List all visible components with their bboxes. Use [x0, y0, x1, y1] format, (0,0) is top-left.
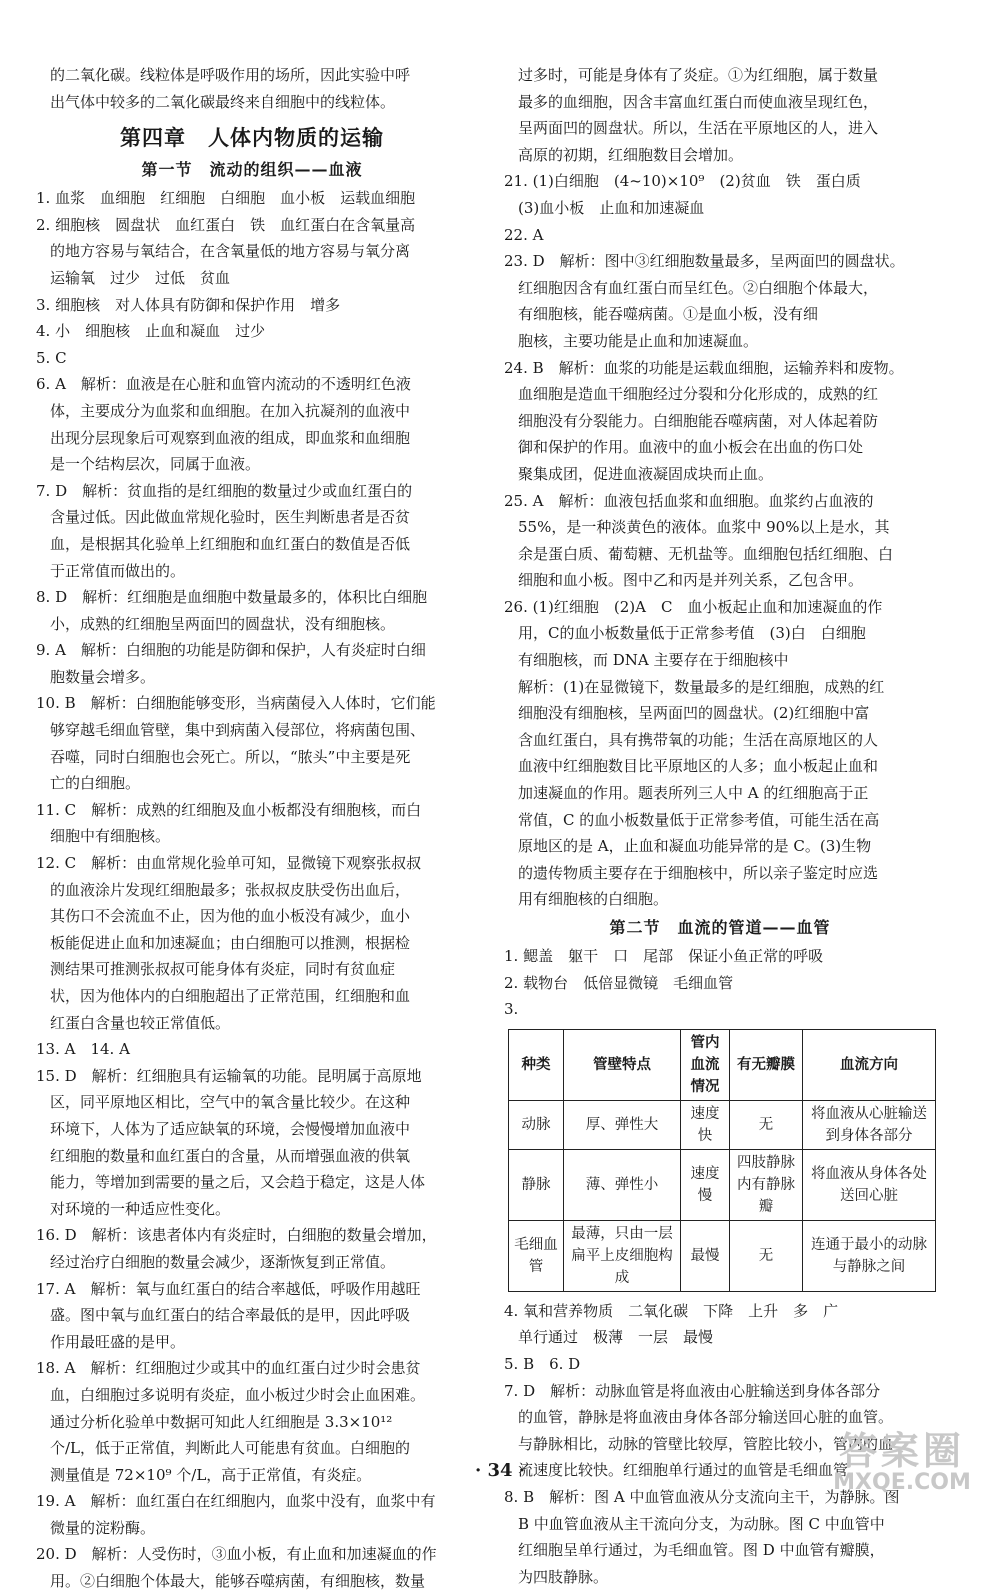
answer-line: 是一个结构层次，同属于血液。	[50, 455, 261, 474]
table-cell: 无	[730, 1100, 803, 1149]
table-row	[509, 1149, 936, 1220]
table-header-row	[509, 1029, 936, 1100]
watermark-text: 答案圈	[838, 1429, 965, 1473]
answer-line: 8. B 解析：图 A 中血管血液从分支流向主干，为静脉。图	[504, 1487, 900, 1506]
table-cell: 四肢静脉内有静脉瓣	[730, 1149, 803, 1220]
answer-line: 微量的淀粉酶。	[50, 1518, 156, 1537]
table-cell: 最慢	[681, 1220, 730, 1291]
table-cell: 毛细血管	[509, 1220, 564, 1291]
answer-line: 1. 血浆 血细胞 红细胞 白细胞 血小板 运载血细胞	[36, 189, 416, 208]
answer-line: 聚集成团，促进血液凝固成块而止血。	[518, 464, 774, 483]
answer-line: 小，成熟的红细胞呈两面凹的圆盘状，没有细胞核。	[50, 614, 396, 633]
answer-line: 用有细胞核的白细胞。	[518, 890, 669, 909]
table-cell: 无	[730, 1220, 803, 1291]
answer-line: 运输氧 过少 过低 贫血	[50, 268, 231, 287]
answer-line: 3. 细胞核 对人体具有防御和保护作用 增多	[36, 295, 341, 314]
answer-line: 21. (1)白细胞 (4~10)×10⁹ (2)贫血 铁 蛋白质	[504, 172, 861, 191]
left-intro	[36, 62, 468, 115]
left-answers	[36, 185, 468, 1594]
answer-line: 含血红蛋白，具有携带氧的功能；生活在高原地区的人	[518, 730, 879, 749]
answer-line: 红细胞呈单行通过，为毛细血管。图 D 中血管有瓣膜，	[518, 1541, 885, 1560]
answer-line: 7. D 解析：动脉血管是将血液由心脏输送到身体各部分	[504, 1381, 881, 1400]
answer-line: 血细胞是造血干细胞经过分裂和分化形成的，成熟的红	[518, 385, 879, 404]
answer-line: 含量过低。因此做血常规化验时，医生判断患者是否贫	[50, 508, 411, 527]
left-column	[36, 62, 468, 1595]
answer-line: 通过分析化验单中数据可知此人红细胞是 3.3×10¹²	[50, 1412, 393, 1431]
answer-line: 够穿越毛细血管壁，集中到病菌入侵部位，将病菌包围、	[50, 721, 426, 740]
answer-line: 区，同平原地区相比，空气中的氧含量比较少。在这种	[50, 1093, 411, 1112]
answer-line: 16. D 解析：该患者体内有炎症时，白细胞的数量会增加，	[36, 1226, 437, 1245]
answer-line: 细胞没有分裂能力。白细胞能吞噬病菌，对人体起着防	[518, 411, 879, 430]
answer-line: 状，因为他体内的白细胞超出了正常范围，红细胞和血	[50, 987, 411, 1005]
answer-line: 24. B 解析：血浆的功能是运载血细胞，运输养料和废物。	[504, 358, 904, 377]
answer-line: 测量值是 72×10⁹ 个/L，高于正常值，有炎症。	[50, 1465, 372, 1484]
answer-line: 细胞没有细胞核，呈两面凹的圆盘状。(2)红细胞中富	[518, 704, 870, 723]
answer-line: 环境下，人体为了适应缺氧的环境，会慢慢增加血液中	[50, 1119, 411, 1138]
answer-line: 对环境的一种适应性变化。	[50, 1199, 231, 1218]
answer-line: 10. B 解析：白细胞能够变形，当病菌侵入人体时，它们能	[36, 694, 436, 713]
answer-line: 2. 细胞核 圆盘状 血红蛋白 铁 血红蛋白在含氧量高	[36, 215, 416, 234]
answer-line: 流速度比较快。红细胞单行通过的血管是毛细血管。	[518, 1461, 864, 1480]
table-cell: 厚、弹性大	[564, 1100, 681, 1149]
table-cell: 速度快	[681, 1100, 730, 1149]
table-header-cell: 管内血流情况	[681, 1029, 730, 1100]
answer-line: 5. C	[36, 348, 67, 367]
answer-line: 胞核，主要功能是止血和加速凝血。	[518, 331, 759, 350]
answer-line: 细胞中有细胞核。	[50, 827, 171, 846]
answer-line: 11. C 解析：成熟的红细胞及血小板都没有细胞核，而白	[36, 800, 422, 819]
answer-line: 26. (1)红细胞 (2)A C 血小板起止血和加速凝血的作	[504, 597, 883, 616]
answer-line: 解析：(1)在显微镜下，数量最多的是红细胞，成熟的红	[518, 677, 885, 696]
answer-line: 4. 小 细胞核 止血和凝血 过少	[36, 322, 266, 341]
answer-line: 呈两面凹的圆盘状。所以，生活在平原地区的人，进入	[518, 119, 879, 138]
answer-line: 盛。图中氧与血红蛋白的结合率最低的是甲，因此呼吸	[50, 1306, 411, 1325]
answer-line: 55%，是一种淡黄色的液体。血浆中 90%以上是水，其	[518, 518, 890, 537]
table-row	[509, 1100, 936, 1149]
section-title-blood: 第一节 流动的组织——血液	[141, 160, 363, 180]
right-answers-b	[504, 943, 936, 1023]
answer-line: 能力，等增加到需要的量之后，又会趋于稳定，这是人体	[50, 1173, 426, 1192]
vessel-comparison-table	[508, 1029, 936, 1292]
answer-line: 板能促进止血和加速凝血；由白细胞可以推测，根据检	[50, 933, 411, 952]
answer-line: 测结果可推测张叔叔可能身体有炎症，同时有贫血症	[50, 960, 396, 979]
answer-line: 经过治疗白细胞的数量会减少，逐渐恢复到正常值。	[50, 1252, 396, 1271]
answer-line: 余是蛋白质、葡萄糖、无机盐等。血细胞包括红细胞、白	[518, 544, 894, 563]
answer-line: 血液中红细胞数目比平原地区的人多；血小板起止血和	[518, 757, 879, 776]
table-header-cell: 种类	[509, 1029, 564, 1100]
answer-line: 的血管，静脉是将血液由身体各部分输送回心脏的血管。	[518, 1408, 894, 1427]
watermark-url: MXQE.COM	[833, 1470, 971, 1495]
answer-line: 御和保护的作用。血液中的血小板会在出血的伤口处	[518, 438, 864, 457]
answer-line: 2. 载物台 低倍显微镜 毛细血管	[504, 973, 734, 992]
answer-line: 其伤口不会流血不止，因为他的血小板没有减少，血小	[50, 907, 411, 926]
table-cell: 静脉	[509, 1149, 564, 1220]
answer-line: 单行通过 极薄 一层 最慢	[518, 1328, 714, 1347]
answer-line: 个/L，低于正常值，判断此人可能患有贫血。白细胞的	[50, 1439, 411, 1458]
table-cell: 动脉	[509, 1100, 564, 1149]
answer-line: 1. 鳃盖 躯干 口 尾部 保证小鱼正常的呼吸	[504, 947, 824, 965]
answer-line: 用，C的血小板数量低于正常参考值 (3)白 白细胞	[518, 624, 866, 643]
answer-line: 12. C 解析：由血常规化验单可知，显微镜下观察张叔叔	[36, 854, 422, 873]
answer-line: 6. A 解析：血液是在心脏和血管内流动的不透明红色液	[36, 375, 411, 394]
table-row	[509, 1220, 936, 1291]
answer-line: 7. D 解析：贫血指的是红细胞的数量过少或血红蛋白的	[36, 481, 413, 500]
answer-line: 22. A	[504, 225, 544, 244]
answer-line: 有细胞核，能吞噬病菌。①是血小板，没有细	[518, 305, 819, 324]
right-answers-a	[504, 62, 936, 913]
answer-line: 红细胞的数量和血红蛋白的含量，从而增强血液的供氧	[50, 1146, 411, 1165]
answer-line: 20. D 解析：人受伤时，③血小板，有止血和加速凝血的作	[36, 1545, 437, 1564]
answer-line: 细胞和血小板。图中乙和丙是并列关系，乙包含甲。	[518, 571, 864, 590]
answer-line: 15. D 解析：红细胞具有运输氧的功能。昆明属于高原地	[36, 1066, 422, 1085]
table-cell: 速度慢	[681, 1149, 730, 1220]
answer-line: 25. A 解析：血液包括血浆和血细胞。血浆约占血液的	[504, 491, 874, 510]
answer-line: 过多时，可能是身体有了炎症。①为红细胞，属于数量	[518, 66, 879, 84]
answer-line: 血，是根据其化验单上红细胞和血红蛋白的数值是否低	[50, 534, 411, 553]
answer-line: 红细胞因含有血红蛋白而呈红色。②白细胞个体最大，	[518, 278, 879, 297]
answer-line: 高原的初期，红细胞数目会增加。	[518, 145, 744, 164]
answer-line: 8. D 解析：红细胞是血细胞中数量最多的，体积比白细胞	[36, 588, 428, 607]
answer-line: 9. A 解析：白细胞的功能是防御和保护，人有炎症时白细	[36, 641, 426, 660]
answer-line: 红蛋白含量也较正常值低。	[50, 1013, 231, 1032]
table-cell: 连通于最小的动脉与静脉之间	[803, 1220, 936, 1291]
answer-line: 18. A 解析：红细胞过少或其中的血红蛋白过少时会患贫	[36, 1359, 421, 1378]
table-header-cell: 有无瓣膜	[730, 1029, 803, 1100]
answer-line: 体，主要成分为血浆和血细胞。在加入抗凝剂的血液中	[50, 401, 411, 420]
table-cell: 薄、弹性小	[564, 1149, 681, 1220]
table-cell: 将血液从心脏输送到身体各部分	[803, 1100, 936, 1149]
answer-line: 为四肢静脉。	[518, 1567, 609, 1586]
answer-line: 有细胞核，而 DNA 主要存在于细胞核中	[518, 651, 789, 670]
answer-line: 4. 氧和营养物质 二氧化碳 下降 上升 多 广	[504, 1301, 839, 1320]
answer-line: 于正常值而做出的。	[50, 561, 186, 580]
answer-line: 血，白细胞过多说明有炎症，血小板过少时会止血困难。	[50, 1385, 426, 1404]
answer-line: 13. A 14. A	[36, 1040, 130, 1059]
answer-line: 的血液涂片发现红细胞最多；张叔叔皮肤受伤出血后，	[50, 880, 411, 899]
chapter-title: 第四章 人体内物质的运输	[120, 126, 384, 151]
answer-line: 出气体中较多的二氧化碳最终来自细胞中的线粒体。	[50, 92, 396, 111]
answer-line: 加速凝血的作用。题表所列三人中 A 的红细胞高于正	[518, 784, 869, 803]
page-number: · 34 ·	[474, 1460, 526, 1481]
answer-line: 最多的血细胞，因含丰富血红蛋白而使血液呈现红色，	[518, 92, 879, 111]
answer-line: 与静脉相比，动脉的管壁比较厚，管腔比较小，管内的血	[518, 1434, 894, 1453]
answer-line: 5. B 6. D	[504, 1354, 581, 1373]
answer-line: 的二氧化碳。线粒体是呼吸作用的场所，因此实验中呼	[50, 66, 411, 84]
answer-line: 胞数量会增多。	[50, 667, 156, 686]
answer-line: 作用最旺盛的是甲。	[50, 1332, 186, 1351]
answer-line: (3)血小板 止血和加速凝血	[518, 198, 705, 217]
answer-line: 的地方容易与氧结合，在含氧量低的地方容易与氧分离	[50, 242, 411, 261]
answer-line: 吞噬，同时白细胞也会死亡。所以，“脓头”中主要是死	[50, 747, 411, 766]
answer-line: 3.	[504, 1000, 519, 1019]
answer-line: 亡的白细胞。	[50, 774, 141, 793]
answer-line: 17. A 解析：氧与血红蛋白的结合率越低，呼吸作用越旺	[36, 1279, 421, 1298]
watermark-logo	[818, 1420, 986, 1504]
answer-line: 用。②白细胞个体最大，能够吞噬病菌，有细胞核，数量	[50, 1572, 426, 1591]
answer-line: 的遗传物质主要存在于细胞核中，所以亲子鉴定时应选	[518, 863, 879, 882]
answer-line: 23. D 解析：图中③红细胞数量最多，呈两面凹的圆盘状。	[504, 252, 905, 271]
table-cell: 最薄，只由一层扁平上皮细胞构成	[564, 1220, 681, 1291]
table-header-cell: 管壁特点	[564, 1029, 681, 1100]
answer-line: 19. A 解析：血红蛋白在红细胞内，血浆中没有，血浆中有	[36, 1492, 436, 1511]
table-header-cell: 血流方向	[803, 1029, 936, 1100]
answer-line: 出现分层现象后可观察到血液的组成，即血浆和血细胞	[50, 428, 411, 447]
answer-line: 常值，C 的血小板数量低于正常参考值，可能生活在高	[518, 810, 880, 829]
section-title-vessels: 第二节 血流的管道——血管	[609, 918, 831, 937]
answer-line: B 中血管血液从主干流向分支，为动脉。图 C 中血管中	[518, 1514, 885, 1533]
answer-line: 原地区的是 A，止血和凝血功能异常的是 C。(3)生物	[518, 837, 872, 856]
table-cell: 将血液从身体各处送回心脏	[803, 1149, 936, 1220]
right-column	[504, 62, 936, 1590]
